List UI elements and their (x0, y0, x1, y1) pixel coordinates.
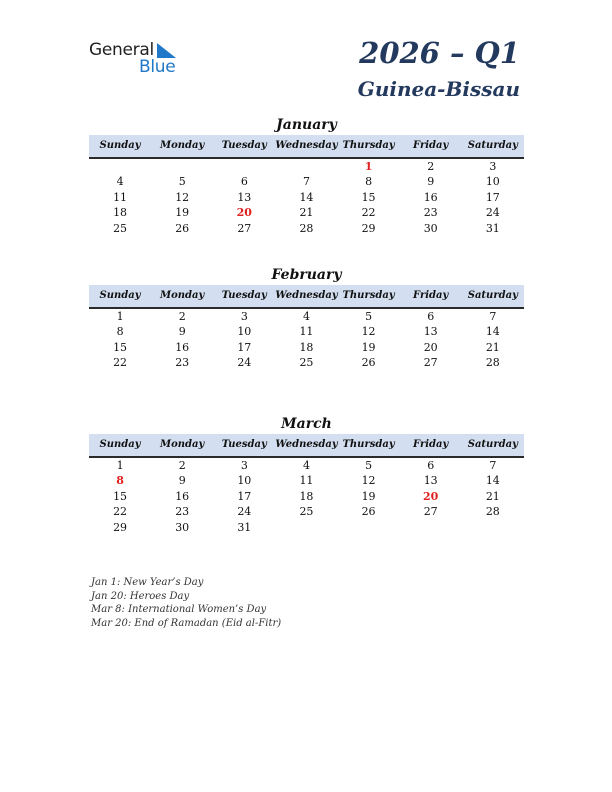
day-cell: 27 (423, 356, 438, 370)
day-cell: 10 (237, 474, 252, 488)
day-cell (338, 520, 400, 535)
weekday-label: Sunday (99, 140, 141, 151)
day-cell: 30 (175, 520, 190, 534)
weekday-label: Saturday (467, 140, 518, 151)
weekday-label: Thursday (342, 439, 395, 450)
weekday-label: Friday (413, 140, 449, 151)
day-cell: 11 (299, 325, 314, 339)
month-name: February (271, 267, 342, 283)
day-cell: 24 (485, 206, 500, 220)
day-cell: 26 (361, 356, 376, 370)
day-cell: 2 (178, 310, 186, 323)
day-cell: 19 (175, 206, 190, 220)
week-row (89, 340, 524, 355)
day-cell: 31 (237, 520, 252, 534)
day-cell: 22 (113, 356, 128, 370)
day-cell: 15 (361, 190, 376, 204)
week-row (89, 458, 524, 473)
day-cell: 17 (237, 340, 252, 354)
weekday-label: Wednesday (275, 140, 338, 151)
day-cell (213, 159, 275, 174)
day-cell: 14 (299, 190, 314, 204)
day-cell: 25 (113, 221, 128, 235)
weekday-label: Monday (160, 140, 205, 151)
day-cell: 10 (237, 325, 252, 339)
month-calendar-january (89, 115, 524, 236)
day-cell: 12 (361, 474, 376, 488)
weekday-label: Friday (413, 290, 449, 301)
day-cell: 5 (178, 175, 186, 189)
week-row (89, 473, 524, 488)
day-cell: 22 (113, 505, 128, 519)
weekday-label: Monday (160, 290, 205, 301)
day-cell: 31 (485, 221, 500, 235)
month-name: January (276, 117, 337, 133)
week-row (89, 159, 524, 174)
holiday-list (91, 576, 281, 630)
day-cell: 9 (178, 325, 186, 339)
week-row (89, 489, 524, 504)
day-cell: 9 (427, 175, 435, 189)
holiday-day-cell: 8 (116, 474, 124, 488)
day-cell: 13 (237, 190, 252, 204)
holiday-note: Mar 8: International Women’s Day (91, 604, 267, 615)
day-cell: 23 (175, 356, 190, 370)
weekday-label: Saturday (467, 290, 518, 301)
weekday-label: Sunday (99, 439, 141, 450)
day-cell: 7 (489, 310, 497, 323)
day-cell (462, 520, 524, 535)
day-cell: 29 (361, 221, 376, 235)
day-cell: 12 (361, 325, 376, 339)
weekday-header-row (89, 285, 524, 309)
day-cell: 16 (423, 190, 438, 204)
page-title: 2026 – Q1 (359, 36, 520, 70)
day-cell: 13 (423, 325, 438, 339)
day-cell: 23 (423, 206, 438, 220)
holiday-note: Mar 20: End of Ramadan (Eid al-Fitr) (91, 617, 282, 629)
day-cell: 21 (299, 206, 314, 220)
day-cell: 6 (427, 310, 435, 323)
day-cell (151, 159, 213, 174)
month-calendar-march (89, 414, 524, 535)
day-cell: 28 (485, 356, 500, 370)
day-cell: 8 (116, 325, 124, 339)
week-row (89, 221, 524, 236)
day-cell: 24 (237, 356, 252, 370)
weekday-label: Sunday (99, 290, 141, 301)
weekday-label: Tuesday (221, 290, 267, 301)
page-subtitle: Guinea-Bissau (357, 77, 520, 101)
weekday-label: Tuesday (221, 140, 267, 151)
day-cell: 13 (423, 474, 438, 488)
day-cell: 1 (116, 310, 124, 323)
day-cell: 14 (485, 474, 500, 488)
day-cell: 26 (361, 505, 376, 519)
holiday-day-cell: 1 (364, 160, 373, 173)
holiday-day-cell: 20 (423, 489, 439, 503)
day-cell: 25 (299, 356, 314, 370)
month-calendar-february (89, 265, 524, 371)
week-row (89, 520, 524, 535)
day-cell: 17 (237, 489, 252, 503)
week-row (89, 355, 524, 370)
week-row (89, 205, 524, 220)
day-cell: 3 (240, 459, 248, 472)
day-cell: 8 (365, 175, 373, 189)
day-cell: 18 (113, 206, 128, 220)
day-cell (275, 520, 337, 535)
day-cell: 4 (302, 310, 310, 323)
weekday-header-row (89, 434, 524, 458)
day-cell: 18 (299, 340, 314, 354)
day-cell: 25 (299, 505, 314, 519)
weekday-label: Monday (160, 439, 205, 450)
day-cell: 19 (361, 489, 376, 503)
day-cell: 4 (302, 459, 310, 472)
day-cell (275, 159, 337, 174)
day-cell: 28 (485, 505, 500, 519)
day-cell (400, 520, 462, 535)
day-cell: 14 (485, 325, 500, 339)
day-cell: 29 (113, 520, 128, 534)
day-cell: 6 (427, 459, 435, 472)
day-cell: 21 (485, 489, 500, 503)
week-row (89, 174, 524, 189)
day-cell: 28 (299, 221, 314, 235)
day-cell: 17 (485, 190, 500, 204)
week-row (89, 504, 524, 519)
day-cell: 7 (302, 175, 310, 189)
holiday-note: Jan 1: New Year’s Day (91, 577, 204, 588)
logo-word-general: General (89, 40, 154, 60)
weekday-label: Wednesday (275, 439, 338, 450)
day-cell: 16 (175, 340, 190, 354)
day-cell: 27 (423, 505, 438, 519)
day-cell: 5 (365, 459, 373, 472)
day-cell: 24 (237, 505, 252, 519)
day-cell (89, 159, 151, 174)
day-cell: 26 (175, 221, 190, 235)
day-cell: 7 (489, 459, 497, 472)
day-cell: 5 (365, 310, 373, 323)
weekday-label: Tuesday (221, 439, 267, 450)
day-cell: 12 (175, 190, 190, 204)
day-cell: 15 (113, 340, 128, 354)
weekday-label: Saturday (467, 439, 518, 450)
generalblue-logo (89, 40, 189, 80)
day-cell: 19 (361, 340, 376, 354)
day-cell: 3 (489, 160, 497, 173)
day-cell: 2 (427, 160, 435, 173)
day-cell: 2 (178, 459, 186, 472)
day-cell: 11 (113, 190, 128, 204)
day-cell: 1 (116, 459, 124, 472)
day-cell: 22 (361, 206, 376, 220)
day-cell: 21 (485, 340, 500, 354)
holiday-note: Jan 20: Heroes Day (91, 590, 190, 602)
week-row (89, 324, 524, 339)
weekday-label: Thursday (342, 290, 395, 301)
day-cell: 20 (423, 340, 438, 354)
week-row (89, 309, 524, 324)
day-cell: 3 (240, 310, 248, 323)
day-cell: 23 (175, 505, 190, 519)
day-cell: 27 (237, 221, 252, 235)
month-name: March (281, 416, 332, 432)
weekday-label: Thursday (342, 140, 395, 151)
day-cell: 10 (485, 175, 500, 189)
day-cell: 4 (116, 175, 124, 189)
day-cell: 18 (299, 489, 314, 503)
day-cell: 30 (423, 221, 438, 235)
weekday-label: Wednesday (275, 290, 338, 301)
day-cell: 11 (299, 474, 314, 488)
weekday-label: Friday (413, 439, 449, 450)
week-row (89, 190, 524, 205)
weekday-header-row (89, 135, 524, 159)
day-cell: 9 (178, 474, 186, 488)
day-cell: 16 (175, 489, 190, 503)
day-cell: 15 (113, 489, 128, 503)
day-cell: 6 (240, 175, 248, 189)
holiday-day-cell: 20 (236, 206, 252, 220)
logo-word-blue: Blue (139, 57, 176, 77)
